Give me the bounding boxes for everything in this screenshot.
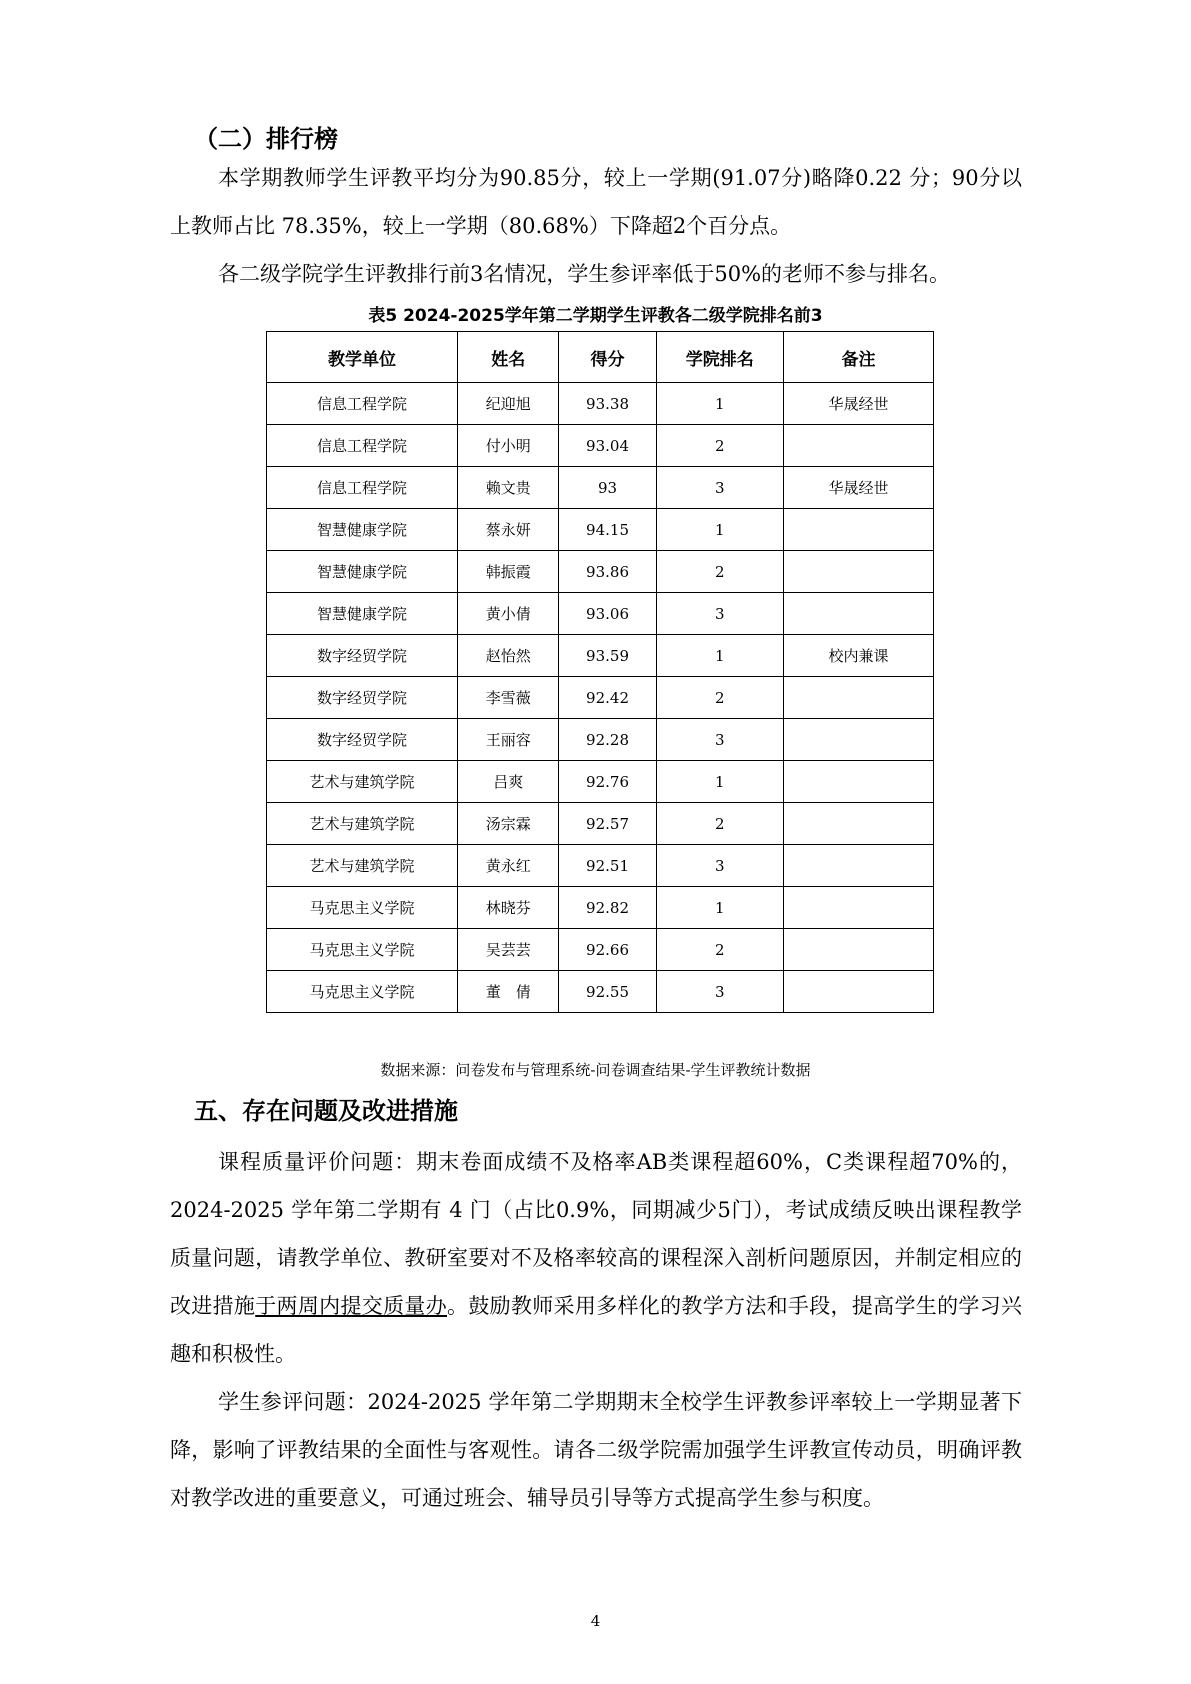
cell-rank: 1 — [656, 509, 783, 551]
table-row — [267, 383, 934, 425]
cell-score: 92.66 — [559, 929, 656, 971]
cell-score: 92.76 — [559, 761, 656, 803]
table-body — [267, 383, 934, 1013]
cell-unit: 马克思主义学院 — [267, 887, 458, 929]
table-row — [267, 635, 934, 677]
cell-remark — [783, 551, 933, 593]
cell-score: 93.59 — [559, 635, 656, 677]
cell-remark — [783, 803, 933, 845]
course-quality-deadline: 于两周内提交质量办 — [255, 1294, 448, 1318]
cell-rank: 3 — [656, 719, 783, 761]
cell-rank: 2 — [656, 929, 783, 971]
cell-remark — [783, 677, 933, 719]
cell-unit: 马克思主义学院 — [267, 971, 458, 1013]
cell-unit: 艺术与建筑学院 — [267, 803, 458, 845]
page-number: 4 — [590, 1612, 601, 1630]
cell-unit: 智慧健康学院 — [267, 593, 458, 635]
table-row — [267, 425, 934, 467]
course-quality-paragraph — [170, 1138, 1022, 1378]
cell-score: 92.42 — [559, 677, 656, 719]
cell-name: 董 倩 — [458, 971, 559, 1013]
table-row — [267, 845, 934, 887]
cell-rank: 1 — [656, 635, 783, 677]
ranking-table — [266, 331, 934, 1013]
cell-name: 黄小倩 — [458, 593, 559, 635]
table-caption: 表5 2024-2025学年第二学期学生评教各二级学院排名前3 — [368, 306, 823, 326]
cell-name: 吕爽 — [458, 761, 559, 803]
header-remark: 备注 — [783, 332, 933, 383]
cell-name: 王丽容 — [458, 719, 559, 761]
header-name: 姓名 — [458, 332, 559, 383]
cell-name: 韩振霞 — [458, 551, 559, 593]
cell-rank: 1 — [656, 383, 783, 425]
cell-score: 92.51 — [559, 845, 656, 887]
cell-rank: 1 — [656, 761, 783, 803]
cell-remark — [783, 845, 933, 887]
cell-rank: 3 — [656, 845, 783, 887]
table-row — [267, 929, 934, 971]
cell-rank: 3 — [656, 593, 783, 635]
ranking-rule-paragraph: 各二级学院学生评教排行前3名情况，学生参评率低于50%的老师不参与排名。 — [218, 262, 951, 286]
cell-score: 92.57 — [559, 803, 656, 845]
table-row — [267, 677, 934, 719]
cell-name: 纪迎旭 — [458, 383, 559, 425]
cell-remark: 华晟经世 — [783, 383, 933, 425]
data-source-note: 数据来源：问卷发布与管理系统-问卷调查结果-学生评教统计数据 — [380, 1061, 811, 1079]
cell-unit: 数字经贸学院 — [267, 677, 458, 719]
cell-name: 赵怡然 — [458, 635, 559, 677]
course-quality-text-end: 。鼓励教师采用多样化的教学方法和手段，提高学生的学习兴趣和积极性。 — [170, 1294, 1023, 1366]
table-row — [267, 593, 934, 635]
cell-unit: 艺术与建筑学院 — [267, 761, 458, 803]
header-score: 得分 — [559, 332, 656, 383]
table-row — [267, 467, 934, 509]
cell-name: 赖文贵 — [458, 467, 559, 509]
table-row — [267, 971, 934, 1013]
cell-remark: 校内兼课 — [783, 635, 933, 677]
table-row — [267, 719, 934, 761]
cell-unit: 数字经贸学院 — [267, 635, 458, 677]
cell-remark — [783, 929, 933, 971]
header-rank: 学院排名 — [656, 332, 783, 383]
cell-remark: 华晟经世 — [783, 467, 933, 509]
cell-score: 93.86 — [559, 551, 656, 593]
cell-name: 汤宗霖 — [458, 803, 559, 845]
cell-rank: 2 — [656, 803, 783, 845]
cell-remark — [783, 971, 933, 1013]
cell-score: 93 — [559, 467, 656, 509]
ranking-heading: （二）排行榜 — [194, 125, 338, 153]
table-row — [267, 761, 934, 803]
cell-remark — [783, 761, 933, 803]
cell-rank: 3 — [656, 467, 783, 509]
cell-rank: 2 — [656, 551, 783, 593]
problems-heading: 五、存在问题及改进措施 — [194, 1097, 458, 1125]
cell-unit: 智慧健康学院 — [267, 551, 458, 593]
cell-unit: 马克思主义学院 — [267, 929, 458, 971]
cell-name: 李雪薇 — [458, 677, 559, 719]
cell-remark — [783, 887, 933, 929]
cell-rank: 1 — [656, 887, 783, 929]
ranking-average-paragraph: 本学期教师学生评教平均分为90.85分，较上一学期(91.07分)略降0.22 分；90分以上教师占比 78.35%，较上一学期（80.68%）下降超2个百分点。 — [170, 166, 1022, 238]
table-row — [267, 887, 934, 929]
cell-remark — [783, 719, 933, 761]
table-row — [267, 551, 934, 593]
cell-unit: 信息工程学院 — [267, 425, 458, 467]
cell-score: 94.15 — [559, 509, 656, 551]
cell-name: 蔡永妍 — [458, 509, 559, 551]
cell-unit: 艺术与建筑学院 — [267, 845, 458, 887]
cell-unit: 信息工程学院 — [267, 383, 458, 425]
cell-score: 93.38 — [559, 383, 656, 425]
cell-score: 93.06 — [559, 593, 656, 635]
cell-score: 92.28 — [559, 719, 656, 761]
cell-unit: 数字经贸学院 — [267, 719, 458, 761]
table-row — [267, 509, 934, 551]
cell-score: 93.04 — [559, 425, 656, 467]
cell-name: 林晓芬 — [458, 887, 559, 929]
cell-remark — [783, 509, 933, 551]
cell-name: 付小明 — [458, 425, 559, 467]
header-unit: 教学单位 — [267, 332, 458, 383]
cell-remark — [783, 593, 933, 635]
table-header-row — [267, 332, 934, 383]
cell-rank: 2 — [656, 677, 783, 719]
cell-unit: 智慧健康学院 — [267, 509, 458, 551]
cell-score: 92.82 — [559, 887, 656, 929]
cell-unit: 信息工程学院 — [267, 467, 458, 509]
cell-rank: 3 — [656, 971, 783, 1013]
cell-rank: 2 — [656, 425, 783, 467]
student-participation-paragraph: 学生参评问题：2024-2025 学年第二学期期末全校学生评教参评率较上一学期显著下降，影响了评教结果的全面性与客观性。请各二级学院需加强学生评教宣传动员，明确评教对教学改进的重要意义，可通过班会、辅导员引导等方式提高学生参与积度。 — [170, 1390, 1022, 1510]
cell-score: 92.55 — [559, 971, 656, 1013]
cell-remark — [783, 425, 933, 467]
cell-name: 黄永红 — [458, 845, 559, 887]
table-row — [267, 803, 934, 845]
course-quality-text: 课程质量评价问题：期末卷面成绩不及格率AB类课程超60%，C类课程超70%的，2024-2025 学年第二学期有 4 门（占比0.9%，同期减少5门），考试成绩反映出课程教学质量问题，请教学单位、教研室要对不及格率较高的课程深入剖析问题原因，并制定相应的改进措施 — [170, 1150, 1022, 1318]
cell-name: 吴芸芸 — [458, 929, 559, 971]
